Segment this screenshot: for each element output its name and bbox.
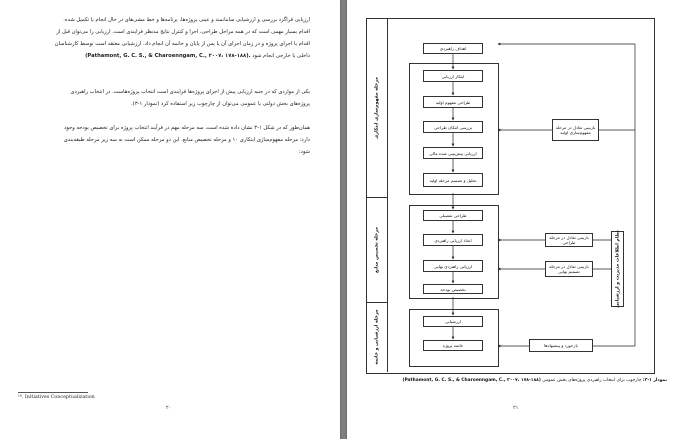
caption-lead: نمودار ۱-۳: [642,378,667,383]
page-number: ۲۱ [513,405,519,411]
stage-label: مرحله ارزشیابی و خاتمه [374,309,380,365]
left-page [0,0,340,439]
caption-text: چارچوب برای انتخاب راهبردی پروژه‌های بخش عمومی [542,378,642,383]
strategic-goals-box: اهداف راهبردی [423,43,483,54]
text-line: یکی از مواردی که در جنبه ارزیابی پیش از اجرای پروژه‌ها فرایندی است انتخاب پروژه‌هاست. در انتخاب راهبردی [70,89,310,95]
side-review-box: بازبینی تعادل در مرحله تصمیم نهایی [545,261,593,277]
flow-box: ارزیابی راهبردی نهایی [423,260,483,272]
side-review-box: بازبینی تعادل در مرحله طراحی [545,233,593,247]
text-line: همان‌طور که در شکل ۱-۳ نشان داده شده است، سه مرحله مهم در فرآیند انتخاب پروژه برای تخصیص بودجه وجود [64,125,310,131]
footnote: ¹⁰. Initiatives Conceptualization [18,395,95,400]
stage-label: مرحله تخصیص منابع [374,226,380,273]
flow-box: خاتمه پروژه [423,340,483,351]
text-line: شود: [298,149,310,155]
text-line [20,50,310,62]
footnote-divider [18,392,88,393]
text-line: دارد: مرحله مفهوم‌سازی ابتکاری ۱۰ و مرحله تخصیص منابع. این دو مرحله ممکن است به سه زیر مرحله طبقه‌بندی [63,137,310,143]
mis-label: نظام اطلاعات مدیریت و ارزشیابی [615,230,620,308]
flow-box: اتخاذ ارزیابی راهبردی [423,234,483,246]
flow-box: تخصیص بودجه [423,284,483,294]
citation: (Pathamont, G. C. S., & Charoenngam, C., ۲۰۰۷، ۱۷۸-۱۸۸). [85,53,251,59]
diagram-connectors [367,19,654,373]
right-page [347,0,687,439]
text-line: اقدام یا اجرای پروژه و در زمان اجرای آن یا پس از پایان و خاتمه آن انجام داد. ارزشیابی معتقد است توسط کارشناسان [54,41,310,47]
flow-box: طراحی تفصیلی [423,210,483,221]
stage-label: مرحله مفهوم‌سازی ابتکاری [374,77,380,139]
feedback-box: بازخورد و پیشنهادها [529,339,593,352]
framework-diagram [366,18,655,374]
flow-box: ابتکار ارزیابی [423,70,483,82]
flow-box: ارزشیابی [423,316,483,327]
paragraph-1 [20,14,310,62]
mis-vertical-box [611,231,624,307]
flow-box: تحلیل و تصمیم مرحله اولیه [423,173,483,187]
text-fragment: داخلی یا خارجی انجام شود [252,53,310,59]
text-line: اقدام بسیار مهمی است که در همه مراحل طراحی، اجرا و کنترل نتایج مدنظر فرایندی است. ارزیابی را می‌توان قبل از [56,29,310,35]
flow-box: ارزیابی پیش‌بینی شده مالی [423,147,483,159]
page-number: ۲۰ [166,405,172,411]
flow-box: طراحی مفهوم اولیه [423,96,483,108]
paragraph-3 [20,122,310,158]
paragraph-2 [20,86,310,110]
text-line: ارزیابی فراگرد بررسی و ارزشیابی سامانمند و عینی پروژه‌ها، برنامه‌ها و خط مشی‌های در حال انجام یا تکمیل شده. [63,17,310,23]
text-line: پروژه‌های بخش دولتی یا عمومی می‌توان از چارچوب زیر استفاده کرد (نمودار ۱-۳). [131,101,310,107]
caption-citation: (Pathamont, G. C. S., & Charoenngam, C., ۲۰۰۷، ۱۷۸-۱۸۸) [402,378,541,383]
side-review-box: بازبینی تعادل در مرحله مفهوم‌سازی اولیه [552,119,599,141]
figure-caption [381,378,667,383]
flow-box: بررسی امکان طراحی [423,121,483,133]
